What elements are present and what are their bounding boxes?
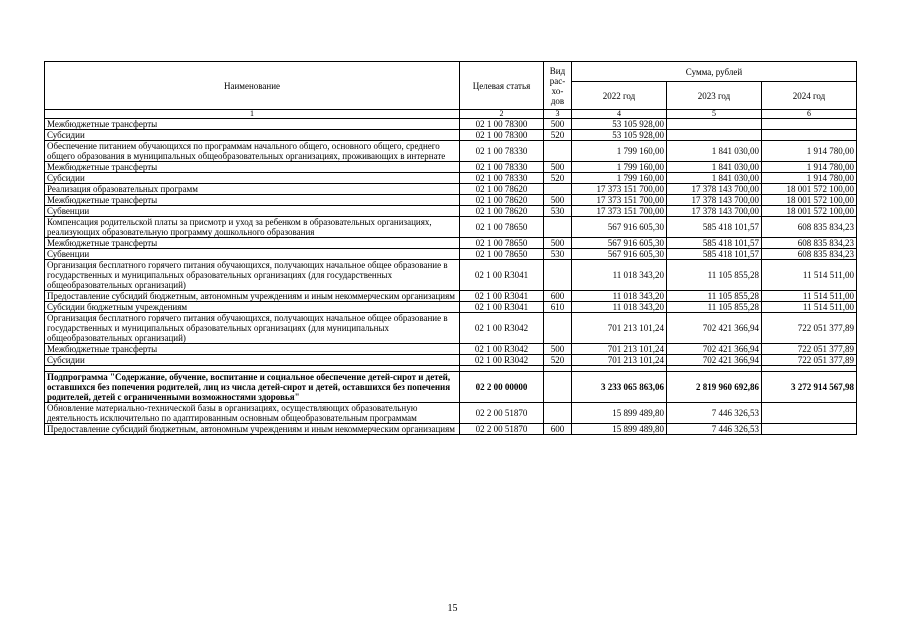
row-value-2023: 17 378 143 700,00 <box>667 195 762 206</box>
row-name: Межбюджетные трансферты <box>45 238 460 249</box>
page-number: 15 <box>447 603 458 614</box>
row-kind: 500 <box>544 344 572 355</box>
row-name: Межбюджетные трансферты <box>45 344 460 355</box>
row-value-2024: 18 001 572 100,00 <box>762 195 857 206</box>
table-row <box>45 173 857 184</box>
row-kind: 610 <box>544 302 572 313</box>
table-row <box>45 238 857 249</box>
row-kind: 600 <box>544 291 572 302</box>
row-value-2023: 11 105 855,28 <box>667 302 762 313</box>
row-kind: 520 <box>544 130 572 141</box>
row-value-2024: 608 835 834,23 <box>762 217 857 238</box>
row-value-2024: 1 914 780,00 <box>762 173 857 184</box>
row-name: Обновление материально-технической базы в организациях, осуществляющих образовательную деятельность исключительно по адаптированным основным общеобразовательным программам <box>45 403 460 424</box>
row-kind: 500 <box>544 195 572 206</box>
row-kind: 520 <box>544 173 572 184</box>
row-value-2024: 722 051 377,89 <box>762 344 857 355</box>
table-row <box>45 119 857 130</box>
table-row <box>45 424 857 435</box>
row-value-2022: 17 373 151 700,00 <box>572 195 667 206</box>
row-kind <box>544 184 572 195</box>
row-name: Предоставление субсидий бюджетным, автономным учреждениям и иным некоммерческим организациям <box>45 291 460 302</box>
row-target: 02 1 00 78650 <box>460 249 544 260</box>
row-value-2023: 702 421 366,94 <box>667 344 762 355</box>
table-row <box>45 403 857 424</box>
row-name: Субсидии бюджетным учреждениям <box>45 302 460 313</box>
row-kind <box>544 141 572 162</box>
row-kind: 530 <box>544 249 572 260</box>
column-index: 3 <box>544 110 572 119</box>
row-value-2023: 1 841 030,00 <box>667 141 762 162</box>
row-value-2023: 702 421 366,94 <box>667 355 762 366</box>
row-value-2023: 11 105 855,28 <box>667 260 762 291</box>
row-value-2022: 11 018 343,20 <box>572 260 667 291</box>
row-target: 02 1 00 78330 <box>460 173 544 184</box>
row-kind <box>544 217 572 238</box>
row-name: Субвенции <box>45 206 460 217</box>
row-value-2023: 702 421 366,94 <box>667 313 762 344</box>
column-index: 1 <box>45 110 460 119</box>
row-name: Субвенции <box>45 249 460 260</box>
row-name: Компенсация родительской платы за присмотр и уход за ребенком в образовательных организациях, реализующих образовательную программу дошкольного образования <box>45 217 460 238</box>
row-value-2024: 11 514 511,00 <box>762 302 857 313</box>
row-kind: 530 <box>544 206 572 217</box>
row-value-2022: 53 105 928,00 <box>572 130 667 141</box>
row-value-2023: 1 841 030,00 <box>667 162 762 173</box>
subprogram-row <box>45 372 857 403</box>
row-target: 02 1 00 78330 <box>460 162 544 173</box>
row-value-2022: 17 373 151 700,00 <box>572 206 667 217</box>
table-row <box>45 302 857 313</box>
row-value-2024: 1 914 780,00 <box>762 162 857 173</box>
row-kind: 600 <box>544 424 572 435</box>
row-value-2023: 17 378 143 700,00 <box>667 184 762 195</box>
column-index: 5 <box>667 110 762 119</box>
row-value-2024 <box>762 424 857 435</box>
row-value-2024: 18 001 572 100,00 <box>762 206 857 217</box>
row-target: 02 1 00 78650 <box>460 238 544 249</box>
column-index: 4 <box>572 110 667 119</box>
row-name: Межбюджетные трансферты <box>45 162 460 173</box>
row-name: Межбюджетные трансферты <box>45 195 460 206</box>
row-target: 02 1 00 R3041 <box>460 302 544 313</box>
row-name: Подпрограмма "Содержание, обучение, воспитание и социальное обеспечение детей-сирот и детей, оставшихся без попечения родителей, лиц из числа детей-сирот и детей, оставшихся без попечения родителей, детей с ограниченными возможностями здоровья" <box>45 372 460 403</box>
row-value-2023: 11 105 855,28 <box>667 291 762 302</box>
table-row <box>45 313 857 344</box>
row-value-2023: 7 446 326,53 <box>667 403 762 424</box>
row-name: Организация бесплатного горячего питания обучающихся, получающих начальное общее образование в государственных и муниципальных образовательных организациях (для муниципальных общеобразовательных организаций) <box>45 313 460 344</box>
row-value-2023 <box>667 130 762 141</box>
header-year-2024: 2024 год <box>762 82 857 110</box>
row-value-2022: 701 213 101,24 <box>572 313 667 344</box>
row-target: 02 1 00 78300 <box>460 130 544 141</box>
header-sum: Сумма, рублей <box>572 62 857 82</box>
row-name: Реализация образовательных программ <box>45 184 460 195</box>
row-value-2022: 567 916 605,30 <box>572 249 667 260</box>
row-value-2024: 722 051 377,89 <box>762 313 857 344</box>
table-row <box>45 249 857 260</box>
row-value-2024: 18 001 572 100,00 <box>762 184 857 195</box>
row-target: 02 1 00 78620 <box>460 184 544 195</box>
row-target: 02 1 00 78650 <box>460 217 544 238</box>
row-value-2024: 1 914 780,00 <box>762 141 857 162</box>
table-row <box>45 195 857 206</box>
row-value-2024 <box>762 403 857 424</box>
row-target: 02 2 00 00000 <box>460 372 544 403</box>
table-row <box>45 355 857 366</box>
table-row <box>45 130 857 141</box>
row-value-2022: 15 899 489,80 <box>572 403 667 424</box>
row-value-2024: 11 514 511,00 <box>762 291 857 302</box>
row-kind: 500 <box>544 119 572 130</box>
row-value-2023: 1 841 030,00 <box>667 173 762 184</box>
table-row <box>45 344 857 355</box>
row-value-2022: 11 018 343,20 <box>572 302 667 313</box>
row-value-2022: 53 105 928,00 <box>572 119 667 130</box>
row-value-2023: 585 418 101,57 <box>667 238 762 249</box>
row-value-2022: 1 799 160,00 <box>572 173 667 184</box>
row-kind: 500 <box>544 238 572 249</box>
row-kind <box>544 372 572 403</box>
row-target: 02 1 00 R3041 <box>460 291 544 302</box>
row-value-2023: 585 418 101,57 <box>667 249 762 260</box>
row-target: 02 2 00 51870 <box>460 403 544 424</box>
header-name: Наименование <box>45 62 460 110</box>
row-kind <box>544 313 572 344</box>
row-value-2024 <box>762 130 857 141</box>
row-value-2022: 701 213 101,24 <box>572 344 667 355</box>
table-row <box>45 162 857 173</box>
row-target: 02 1 00 R3042 <box>460 344 544 355</box>
column-index: 6 <box>762 110 857 119</box>
header-year-2023: 2023 год <box>667 82 762 110</box>
row-target: 02 1 00 78620 <box>460 195 544 206</box>
row-target: 02 1 00 R3041 <box>460 260 544 291</box>
row-name: Субсидии <box>45 173 460 184</box>
header-target: Целевая статья <box>460 62 544 110</box>
row-name: Субсидии <box>45 355 460 366</box>
row-target: 02 1 00 R3042 <box>460 313 544 344</box>
header-kind: Вид рас-хо-дов <box>544 62 572 110</box>
row-target: 02 1 00 R3042 <box>460 355 544 366</box>
row-value-2023: 17 378 143 700,00 <box>667 206 762 217</box>
row-kind <box>544 403 572 424</box>
row-value-2023 <box>667 119 762 130</box>
row-kind: 520 <box>544 355 572 366</box>
row-value-2024: 608 835 834,23 <box>762 249 857 260</box>
row-value-2023: 585 418 101,57 <box>667 217 762 238</box>
table-row <box>45 206 857 217</box>
table-row <box>45 141 857 162</box>
row-value-2022: 1 799 160,00 <box>572 141 667 162</box>
row-value-2023: 2 819 960 692,86 <box>667 372 762 403</box>
row-name: Организация бесплатного горячего питания обучающихся, получающих начальное общее образование в государственных и муниципальных образовательных организациях (для государственных общеобразовательных организаций) <box>45 260 460 291</box>
row-value-2022: 567 916 605,30 <box>572 238 667 249</box>
header-year-2022: 2022 год <box>572 82 667 110</box>
row-value-2022: 15 899 489,80 <box>572 424 667 435</box>
row-name: Субсидии <box>45 130 460 141</box>
row-value-2022: 17 373 151 700,00 <box>572 184 667 195</box>
row-target: 02 1 00 78300 <box>460 119 544 130</box>
row-target: 02 1 00 78620 <box>460 206 544 217</box>
row-value-2022: 11 018 343,20 <box>572 291 667 302</box>
row-value-2022: 3 233 065 863,06 <box>572 372 667 403</box>
row-kind: 500 <box>544 162 572 173</box>
row-target: 02 1 00 78330 <box>460 141 544 162</box>
row-kind <box>544 260 572 291</box>
row-name: Межбюджетные трансферты <box>45 119 460 130</box>
row-target: 02 2 00 51870 <box>460 424 544 435</box>
row-name: Обеспечение питанием обучающихся по программам начального общего, основного общего, среднего общего образования в муниципальных общеобразовательных организациях, проживающих в интернате <box>45 141 460 162</box>
column-index: 2 <box>460 110 544 119</box>
row-value-2024 <box>762 119 857 130</box>
table-row <box>45 184 857 195</box>
budget-table <box>44 61 857 435</box>
row-value-2022: 567 916 605,30 <box>572 217 667 238</box>
row-value-2024: 722 051 377,89 <box>762 355 857 366</box>
row-value-2022: 701 213 101,24 <box>572 355 667 366</box>
row-value-2024: 3 272 914 567,98 <box>762 372 857 403</box>
column-index-row <box>45 110 857 119</box>
row-value-2024: 11 514 511,00 <box>762 260 857 291</box>
table-row <box>45 291 857 302</box>
row-value-2024: 608 835 834,23 <box>762 238 857 249</box>
table-row <box>45 217 857 238</box>
row-value-2023: 7 446 326,53 <box>667 424 762 435</box>
table-row <box>45 260 857 291</box>
row-name: Предоставление субсидий бюджетным, автономным учреждениям и иным некоммерческим организациям <box>45 424 460 435</box>
table-body <box>45 119 857 435</box>
row-value-2022: 1 799 160,00 <box>572 162 667 173</box>
